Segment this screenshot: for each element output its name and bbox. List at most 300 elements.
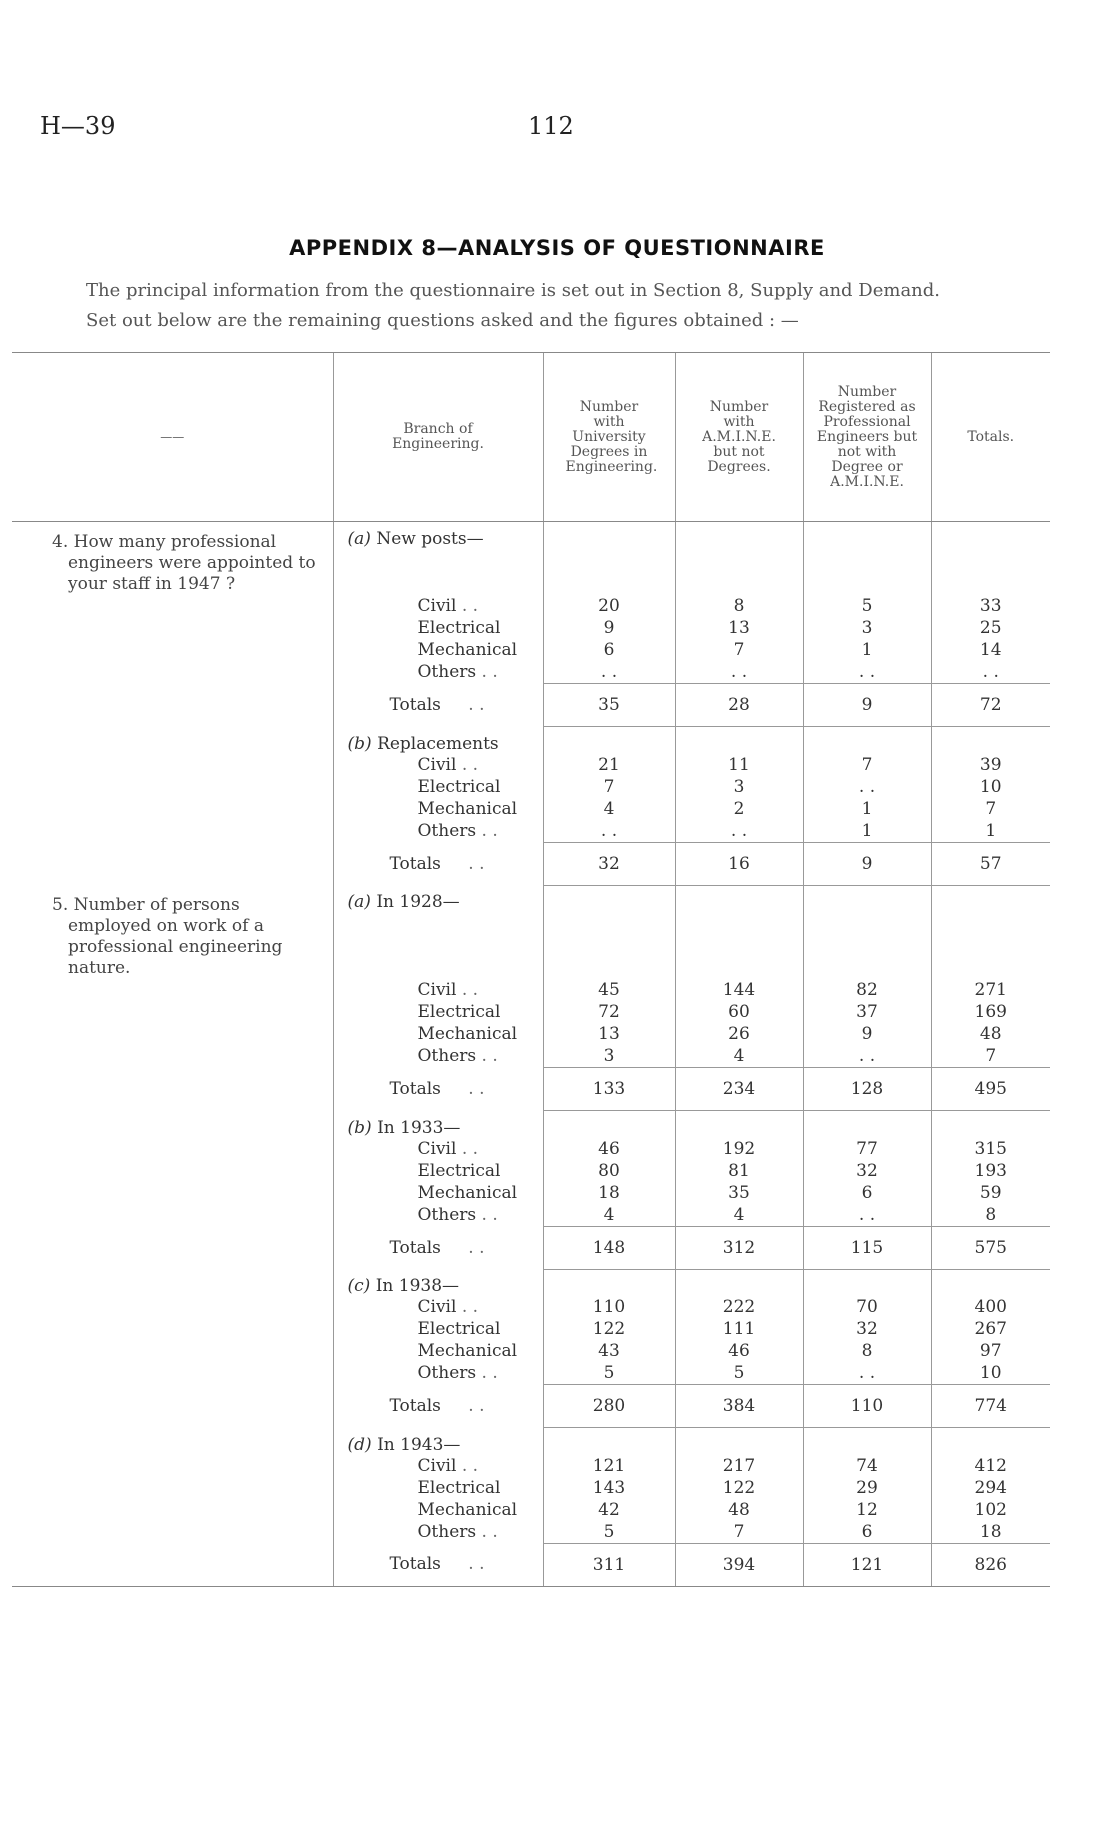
university-cell: 4 [543,1204,675,1227]
registered-total: 9 [803,684,931,727]
branch-name: Others [417,662,477,682]
group-title: In 1933— [377,1117,461,1138]
registered-cell: 32 [803,1318,931,1340]
empty-cell [675,1428,803,1455]
amine-cell: 3 [675,776,803,798]
registered-cell: 7 [803,754,931,776]
amine-cell: 4 [675,1204,803,1227]
branch-name: Electrical [417,776,501,797]
total-cell: 97 [931,1340,1050,1362]
amine-cell: 222 [675,1296,803,1318]
university-cell: 122 [543,1318,675,1340]
group-label-row [12,522,1050,596]
branch-name: Civil [417,1138,457,1159]
table-row [12,1045,1050,1068]
totals-label-cell [333,1543,543,1586]
total-cell: 10 [931,776,1050,798]
branch-cell [333,1455,543,1477]
total-cell: 271 [931,979,1050,1001]
empty-cell [931,727,1050,754]
totals-label: Totals [389,853,441,874]
grand-total: 575 [931,1226,1050,1269]
registered-cell: . . [803,661,931,684]
table-row [12,1296,1050,1318]
branch-name: Mechanical [417,798,518,819]
totals-label: Totals [389,695,441,715]
university-total: 32 [543,842,675,885]
branch-cell [333,1296,543,1318]
total-cell: 8 [931,1204,1050,1227]
total-cell: 169 [931,1001,1050,1023]
branch-cell [333,595,543,617]
question-text: 4. How many professional engineers were appointed to your staff in 1947 ? [52,532,316,594]
registered-cell: 77 [803,1138,931,1160]
group-title: In 1928— [376,892,460,912]
registered-cell: . . [803,1045,931,1068]
group-letter: (b) [347,733,372,754]
total-cell: 102 [931,1499,1050,1521]
branch-cell [333,661,543,684]
branch-name: Mechanical [417,640,518,660]
amine-cell: 26 [675,1023,803,1045]
amine-total: 384 [675,1385,803,1428]
amine-cell: 2 [675,798,803,820]
branch-name: Others [417,1204,477,1225]
group-label-row [12,1269,1050,1296]
university-cell: . . [543,820,675,843]
amine-cell: 4 [675,1045,803,1068]
branch-name: Electrical [417,618,501,638]
branch-cell [333,1521,543,1544]
group-letter: (d) [347,1434,372,1455]
empty-cell [543,1111,675,1138]
table-row [12,1001,1050,1023]
question-cell-empty [12,1318,333,1340]
empty-cell [543,1269,675,1296]
university-cell: 72 [543,1001,675,1023]
table-row [12,1160,1050,1182]
amine-total: 312 [675,1226,803,1269]
question-cell-empty [12,776,333,798]
table-row [12,661,1050,684]
branch-cell [333,820,543,843]
university-cell: 3 [543,1045,675,1068]
amine-total: 28 [675,684,803,727]
amine-cell: . . [675,661,803,684]
registered-total: 9 [803,842,931,885]
registered-cell: 37 [803,1001,931,1023]
registered-cell: 12 [803,1499,931,1521]
total-cell: 400 [931,1296,1050,1318]
totals-row [12,1543,1050,1586]
registered-cell: 74 [803,1455,931,1477]
totals-label: Totals [389,1079,441,1099]
totals-row [12,684,1050,727]
table-body [12,522,1050,1587]
total-cell: 14 [931,639,1050,661]
branch-name: Others [417,1363,477,1383]
amine-cell: 7 [675,639,803,661]
registered-cell: 32 [803,1160,931,1182]
university-cell: 80 [543,1160,675,1182]
amine-cell: 122 [675,1477,803,1499]
registered-total: 128 [803,1068,931,1111]
header-totals: Totals. [931,353,1050,522]
table-row [12,1204,1050,1227]
total-cell: 193 [931,1160,1050,1182]
empty-cell [803,1111,931,1138]
table-row [12,979,1050,1001]
amine-total: 394 [675,1543,803,1586]
totals-label-cell [333,1385,543,1428]
branch-cell [333,617,543,639]
empty-cell [543,522,675,596]
leader-dots: . . [461,1138,479,1159]
empty-cell [543,885,675,979]
branch-cell [333,1160,543,1182]
registered-cell: . . [803,776,931,798]
leader-dots: . . [481,1521,498,1542]
empty-cell [543,1428,675,1455]
total-cell: 59 [931,1182,1050,1204]
registered-cell: 6 [803,1182,931,1204]
university-cell: 9 [543,617,675,639]
header-registered: Number Registered as Professional Engineers but not with Degree or A.M.I.N.E. [803,353,931,522]
university-cell: 43 [543,1340,675,1362]
question-cell-empty [12,1160,333,1182]
branch-cell [333,776,543,798]
amine-cell: 35 [675,1182,803,1204]
table-row [12,595,1050,617]
branch-cell [333,1182,543,1204]
table-row [12,1499,1050,1521]
branch-name: Others [417,1521,477,1542]
university-cell: 110 [543,1296,675,1318]
group-label [333,1428,543,1455]
empty-cell [803,885,931,979]
question-text: 5. Number of persons employed on work of a professional engineering nature. [52,895,283,978]
totals-label-cell [333,684,543,727]
registered-total: 115 [803,1226,931,1269]
registered-cell: 9 [803,1023,931,1045]
amine-cell: 81 [675,1160,803,1182]
group-title: New posts— [376,529,484,549]
registered-cell: 1 [803,639,931,661]
question-cell-empty [12,1362,333,1385]
university-cell: 13 [543,1023,675,1045]
university-cell: 7 [543,776,675,798]
question-cell-empty [12,617,333,639]
registered-total: 121 [803,1543,931,1586]
amine-cell: . . [675,820,803,843]
university-cell: 6 [543,639,675,661]
branch-cell [333,1204,543,1227]
empty-cell [931,522,1050,596]
totals-row [12,1068,1050,1111]
empty-cell [675,522,803,596]
group-label [333,1111,543,1138]
question-cell-empty [12,1023,333,1045]
branch-name: Civil [417,1455,457,1476]
registered-cell: 1 [803,798,931,820]
question-cell-empty [12,1269,333,1296]
branch-name: Civil [417,1297,457,1317]
page-number: 112 [528,112,574,140]
university-cell: 42 [543,1499,675,1521]
question-cell-empty [12,1455,333,1477]
total-cell: 18 [931,1521,1050,1544]
group-letter: (a) [347,529,371,549]
amine-cell: 48 [675,1499,803,1521]
question-cell-empty [12,1543,333,1586]
empty-cell [675,1111,803,1138]
total-cell: 7 [931,798,1050,820]
branch-cell [333,1499,543,1521]
question-cell-empty [12,754,333,776]
question-cell-empty [12,1138,333,1160]
empty-cell [931,1428,1050,1455]
table-row [12,798,1050,820]
question-cell-empty [12,820,333,843]
table-row [12,639,1050,661]
question-cell-empty [12,1428,333,1455]
table-row [12,1455,1050,1477]
table-row [12,754,1050,776]
leader-dots: . . [468,1396,485,1416]
leader-dots: . . [481,1046,498,1066]
empty-cell [803,522,931,596]
amine-cell: 144 [675,979,803,1001]
group-label [333,522,543,596]
grand-total: 495 [931,1068,1050,1111]
leader-dots: . . [468,1237,485,1258]
totals-label: Totals [389,1237,441,1258]
table-row [12,1362,1050,1385]
branch-name: Civil [417,596,457,616]
total-cell: 33 [931,595,1050,617]
registered-cell: 8 [803,1340,931,1362]
amine-cell: 7 [675,1521,803,1544]
leader-dots: . . [461,754,479,775]
empty-cell [931,885,1050,979]
branch-cell [333,1340,543,1362]
table-row [12,1521,1050,1544]
branch-name: Civil [417,754,457,775]
totals-label-cell [333,1068,543,1111]
grand-total: 57 [931,842,1050,885]
question-cell-empty [12,979,333,1001]
group-label [333,727,543,754]
leader-dots: . . [481,662,498,682]
question-cell-empty [12,1001,333,1023]
leader-dots: . . [461,980,479,1000]
branch-name: Electrical [417,1002,501,1022]
intro-line-1: The principal information from the questionnaire is set out in Section 8, Supply and Demand. [86,280,941,301]
group-title: Replacements [377,733,499,754]
leader-dots: . . [461,596,479,616]
branch-cell [333,1023,543,1045]
branch-name: Mechanical [417,1499,518,1520]
amine-cell: 111 [675,1318,803,1340]
leader-dots: . . [468,1554,485,1575]
totals-row [12,1226,1050,1269]
grand-total: 774 [931,1385,1050,1428]
branch-cell [333,1362,543,1385]
question-cell-empty [12,1204,333,1227]
table-row [12,1340,1050,1362]
branch-cell [333,1477,543,1499]
total-cell: 1 [931,820,1050,843]
questionnaire-table [12,352,1050,1587]
university-cell: . . [543,661,675,684]
question-cell-empty [12,727,333,754]
leader-dots: . . [468,695,485,715]
totals-label: Totals [389,1554,441,1575]
branch-cell [333,1318,543,1340]
table-row [12,1318,1050,1340]
group-label [333,1269,543,1296]
registered-cell: 1 [803,820,931,843]
grand-total: 826 [931,1543,1050,1586]
total-cell: 10 [931,1362,1050,1385]
leader-dots: . . [481,1363,498,1383]
amine-total: 16 [675,842,803,885]
registered-cell: . . [803,1362,931,1385]
leader-dots: . . [481,820,498,841]
question-cell-empty [12,1385,333,1428]
question-cell-empty [12,1068,333,1111]
university-cell: 18 [543,1182,675,1204]
branch-name: Mechanical [417,1182,518,1203]
total-cell: 412 [931,1455,1050,1477]
group-label [333,885,543,979]
leader-dots: . . [468,1079,485,1099]
question-cell-empty [12,842,333,885]
university-cell: 20 [543,595,675,617]
question-cell-empty [12,595,333,617]
university-total: 35 [543,684,675,727]
university-cell: 143 [543,1477,675,1499]
empty-cell [675,1269,803,1296]
question-cell-empty [12,1340,333,1362]
empty-cell [803,1269,931,1296]
group-label-row [12,1111,1050,1138]
empty-cell [803,727,931,754]
university-total: 311 [543,1543,675,1586]
question-cell-empty [12,1226,333,1269]
university-cell: 4 [543,798,675,820]
branch-name: Electrical [417,1477,501,1498]
header-university: Number with University Degrees in Engineering. [543,353,675,522]
question-cell-empty [12,639,333,661]
group-title: In 1938— [375,1276,460,1296]
totals-label-cell [333,1226,543,1269]
branch-cell [333,754,543,776]
total-cell: . . [931,661,1050,684]
header-question: —— [12,353,333,522]
registered-cell: 70 [803,1296,931,1318]
header-branch: Branch of Engineering. [333,353,543,522]
registered-cell: 3 [803,617,931,639]
branch-name: Electrical [417,1319,501,1339]
amine-cell: 217 [675,1455,803,1477]
header-amine: Number with A.M.I.N.E. but not Degrees. [675,353,803,522]
empty-cell [803,1428,931,1455]
table-row [12,1477,1050,1499]
table-row [12,1138,1050,1160]
branch-name: Electrical [417,1160,501,1181]
question-cell-empty [12,798,333,820]
grand-total: 72 [931,684,1050,727]
empty-cell [675,727,803,754]
amine-cell: 5 [675,1362,803,1385]
registered-cell: . . [803,1204,931,1227]
leader-dots: . . [468,853,485,874]
table-row [12,617,1050,639]
group-label-row [12,727,1050,754]
total-cell: 39 [931,754,1050,776]
university-cell: 46 [543,1138,675,1160]
document-code: H—39 [40,112,116,140]
amine-cell: 8 [675,595,803,617]
question-cell-empty [12,1182,333,1204]
branch-name: Others [417,820,477,841]
university-cell: 5 [543,1362,675,1385]
amine-cell: 46 [675,1340,803,1362]
registered-cell: 6 [803,1521,931,1544]
leader-dots: . . [481,1204,498,1225]
university-cell: 21 [543,754,675,776]
leader-dots: . . [461,1455,479,1476]
leader-dots: . . [461,1297,479,1317]
question-cell-empty [12,1045,333,1068]
amine-cell: 13 [675,617,803,639]
question-cell-empty [12,1477,333,1499]
intro-line-2: Set out below are the remaining questions asked and the figures obtained : — [86,310,799,331]
empty-cell [931,1269,1050,1296]
registered-cell: 29 [803,1477,931,1499]
amine-total: 234 [675,1068,803,1111]
registered-cell: 5 [803,595,931,617]
total-cell: 315 [931,1138,1050,1160]
question-cell-empty [12,1521,333,1544]
branch-name: Mechanical [417,1024,518,1044]
group-letter: (a) [347,892,371,912]
university-cell: 45 [543,979,675,1001]
group-label-row [12,1428,1050,1455]
branch-cell [333,1045,543,1068]
question-cell-empty [12,1111,333,1138]
branch-cell [333,1001,543,1023]
total-cell: 25 [931,617,1050,639]
table-header-row [12,353,1050,522]
registered-total: 110 [803,1385,931,1428]
total-cell: 48 [931,1023,1050,1045]
empty-cell [543,727,675,754]
branch-cell [333,639,543,661]
totals-label: Totals [389,1396,441,1416]
question-cell-empty [12,684,333,727]
branch-name: Mechanical [417,1341,518,1361]
university-total: 148 [543,1226,675,1269]
amine-cell: 192 [675,1138,803,1160]
total-cell: 7 [931,1045,1050,1068]
totals-label-cell [333,842,543,885]
group-title: In 1943— [377,1434,461,1455]
totals-row [12,842,1050,885]
page-title: APPENDIX 8—ANALYSIS OF QUESTIONNAIRE [289,236,825,260]
table-row [12,1023,1050,1045]
